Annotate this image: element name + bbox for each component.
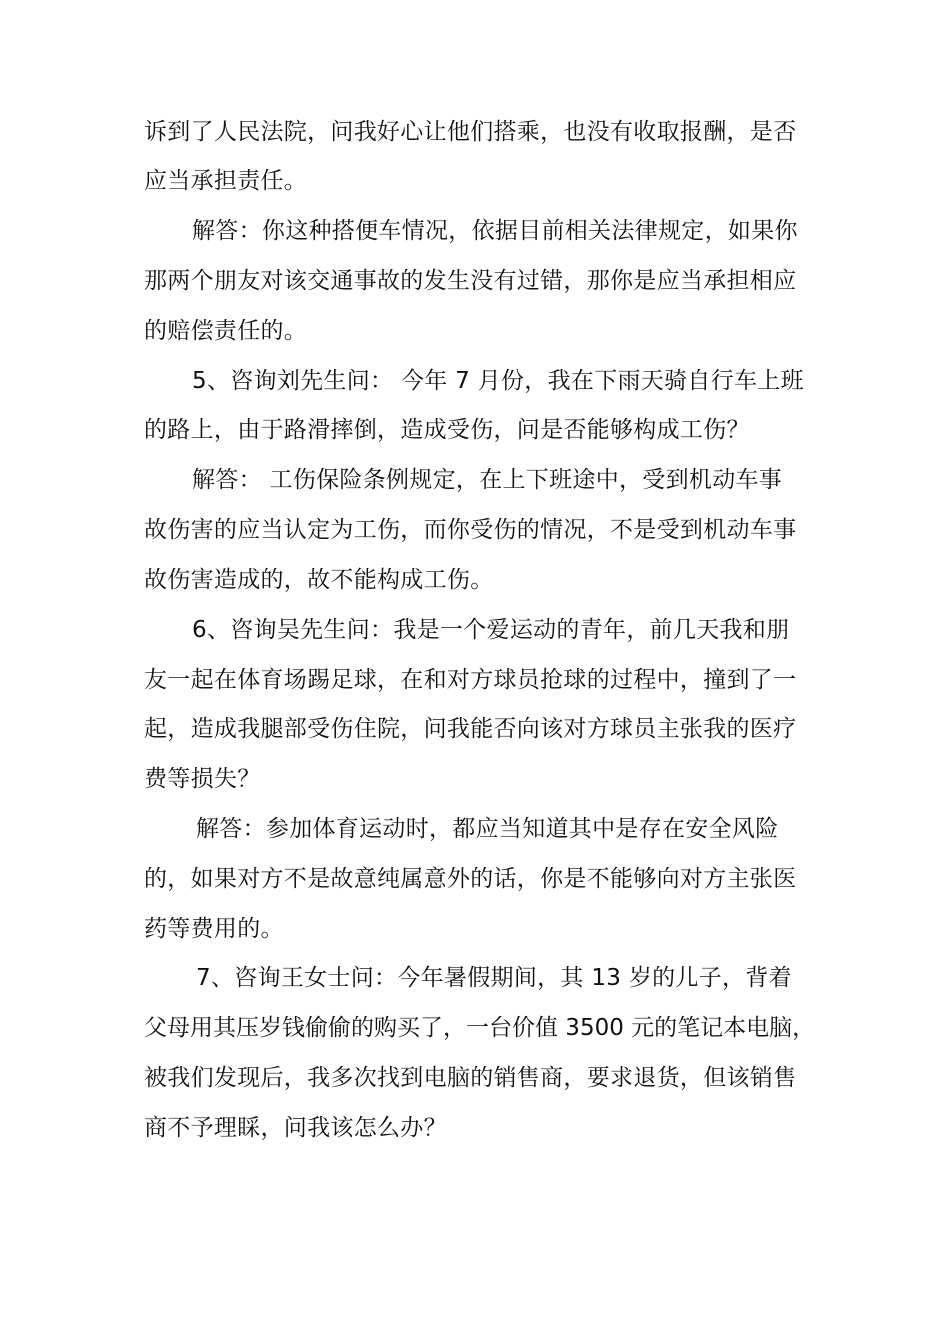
text-line: 的路上，由于路滑摔倒，造成受伤，问是否能够构成工伤？ bbox=[144, 417, 750, 443]
text-line: 诉到了人民法院，问我好心让他们搭乘，也没有收取报酬，是否 bbox=[144, 119, 797, 145]
text-line: 解答：参加体育运动时，都应当知道其中是存在安全风险 bbox=[196, 816, 779, 842]
text-line: 应当承担责任。 bbox=[144, 168, 308, 194]
text-line: 商不予理睬，问我该怎么办？ bbox=[144, 1115, 447, 1141]
text-line: 7、咨询王女士问：今年暑假期间，其 13 岁的儿子，背着 bbox=[196, 965, 792, 991]
text-line: 起，造成我腿部受伤住院，问我能否向该对方球员主张我的医疗 bbox=[144, 716, 797, 742]
text-line: 父母用其压岁钱偷偷的购买了，一台价值 3500 元的笔记本电脑， bbox=[144, 1015, 816, 1041]
text-line: 药等费用的。 bbox=[144, 916, 284, 942]
text-line: 费等损失？ bbox=[144, 766, 261, 792]
text-line: 解答： 工伤保险条例规定，在上下班途中，受到机动车事 bbox=[192, 467, 783, 493]
text-line: 5、咨询刘先生问： 今年 7 月份，我在下雨天骑自行车上班 bbox=[192, 368, 804, 394]
text-line: 解答：你这种搭便车情况，依据目前相关法律规定，如果你 bbox=[192, 218, 798, 244]
text-line: 被我们发现后，我多次找到电脑的销售商，要求退货，但该销售 bbox=[144, 1065, 797, 1091]
text-line: 6、咨询吴先生问：我是一个爱运动的青年，前几天我和朋 bbox=[192, 617, 790, 643]
text-line: 友一起在体育场踢足球，在和对方球员抢球的过程中，撞到了一 bbox=[144, 667, 797, 693]
text-line: 那两个朋友对该交通事故的发生没有过错，那你是应当承担相应 bbox=[144, 268, 797, 294]
text-line: 的赔偿责任的。 bbox=[144, 318, 308, 344]
text-line: 故伤害造成的，故不能构成工伤。 bbox=[144, 567, 494, 593]
text-line: 故伤害的应当认定为工伤，而你受伤的情况，不是受到机动车事 bbox=[144, 517, 797, 543]
text-line: 的，如果对方不是故意纯属意外的话，你是不能够向对方主张医 bbox=[144, 866, 797, 892]
